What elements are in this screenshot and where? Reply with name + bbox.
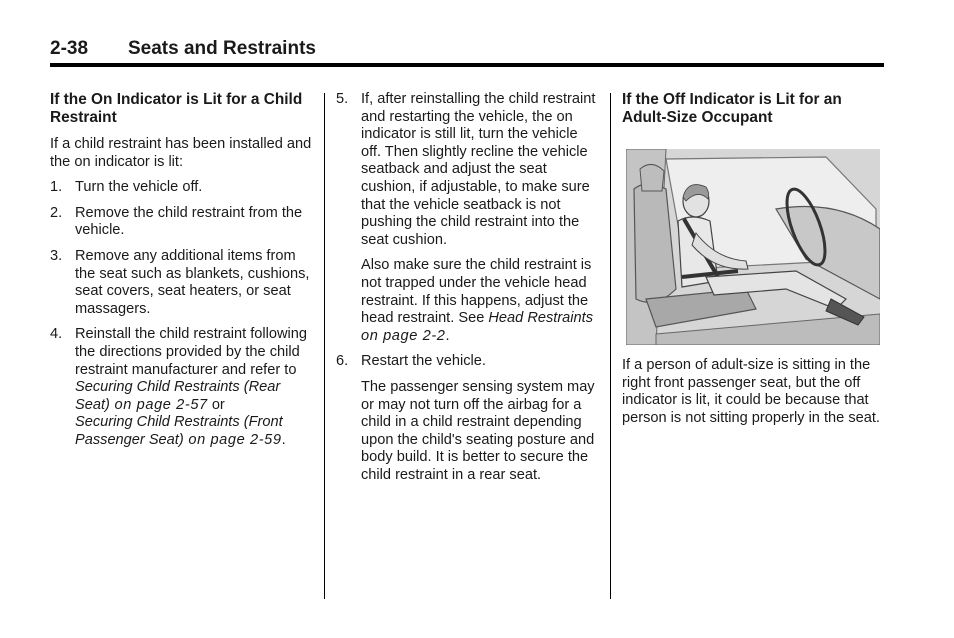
adult-occupant-illustration xyxy=(626,149,880,345)
list-item xyxy=(336,91,600,249)
step-number: 3. xyxy=(50,247,63,264)
steps-list-final xyxy=(336,353,600,371)
step-number: 5. xyxy=(336,91,349,107)
column-divider-1 xyxy=(324,93,325,599)
cross-reference-page[interactable]: on page 2-2 xyxy=(361,327,446,344)
seated-passenger-image xyxy=(626,149,880,345)
cross-reference-link[interactable]: Securing Child Restraints (Front Passenger Seat) xyxy=(75,414,283,448)
step-text xyxy=(75,326,312,449)
steps-list-continued xyxy=(336,91,600,249)
step-text: Remove any additional items from the seat such as blankets, cushions, seat covers, seat heaters, or seat massagers. xyxy=(75,247,310,317)
list-item xyxy=(50,179,312,197)
cross-reference-link[interactable]: Head Restraints xyxy=(488,310,594,327)
step-number: 6. xyxy=(336,353,349,370)
sentence-end: . xyxy=(445,327,450,344)
steps-list xyxy=(50,179,312,449)
step-text: If, after reinstalling the child restraint and restarting the vehicle, the on indicator is still lit, turn the vehicle off. Then slightly recline the vehicle seatback and adjust the seat cushion, if adjustable, to make sure that the vehicle seatback is not pushing the child restraint into the seat cushion. xyxy=(361,91,596,248)
step-number: 1. xyxy=(50,179,63,196)
section-heading-off-indicator: If the Off Indicator is Lit for an Adult-Size Occupant xyxy=(622,91,842,126)
step-text-main: Reinstall the child restraint following the directions provided by the child restraint manufacturer and refer to xyxy=(75,326,307,378)
step-number: 4. xyxy=(50,326,63,343)
step-note-text: Also make sure the child restraint is not trapped under the vehicle head restraint. If this happens, adjust the head restraint. See xyxy=(361,257,592,327)
step-text: Remove the child restraint from the vehicle. xyxy=(75,204,303,239)
step-text: Turn the vehicle off. xyxy=(75,179,203,196)
page-title: Seats and Restraints xyxy=(128,38,316,59)
step-text: Restart the vehicle. xyxy=(361,353,486,370)
section-heading-on-indicator: If the On Indicator is Lit for a Child Restraint xyxy=(50,91,303,126)
connector-text: or xyxy=(207,396,225,413)
list-item xyxy=(50,205,312,240)
column-divider-2 xyxy=(610,93,611,599)
cross-reference-link[interactable]: Securing Child Restraints (Rear Seat) xyxy=(75,379,281,413)
step-number: 2. xyxy=(50,204,63,221)
step-note xyxy=(361,257,600,345)
column-2 xyxy=(336,91,600,492)
column-3 xyxy=(622,91,884,435)
step-note: The passenger sensing system may or may not turn off the airbag for a child in a child restraint depending upon the child's seating posture and body build. It is better to secure the child restraint in a rear seat. xyxy=(361,378,595,483)
list-item xyxy=(50,248,312,318)
list-item xyxy=(336,353,600,371)
sentence-end: . xyxy=(281,431,286,448)
list-item xyxy=(50,326,312,449)
header-rule xyxy=(50,63,884,67)
page-header xyxy=(50,38,884,64)
intro-paragraph: If a child restraint has been installed and the on indicator is lit: xyxy=(50,136,312,170)
cross-reference-page[interactable]: on page 2-57 xyxy=(109,396,208,413)
cross-reference-page[interactable]: on page 2-59 xyxy=(183,431,282,448)
page-number: 2-38 xyxy=(50,38,89,59)
body-paragraph: If a person of adult-size is sitting in the right front passenger seat, but the off indicator is lit, it could be because that person is not sitting properly in the seat. xyxy=(622,357,880,426)
column-1 xyxy=(50,91,312,458)
